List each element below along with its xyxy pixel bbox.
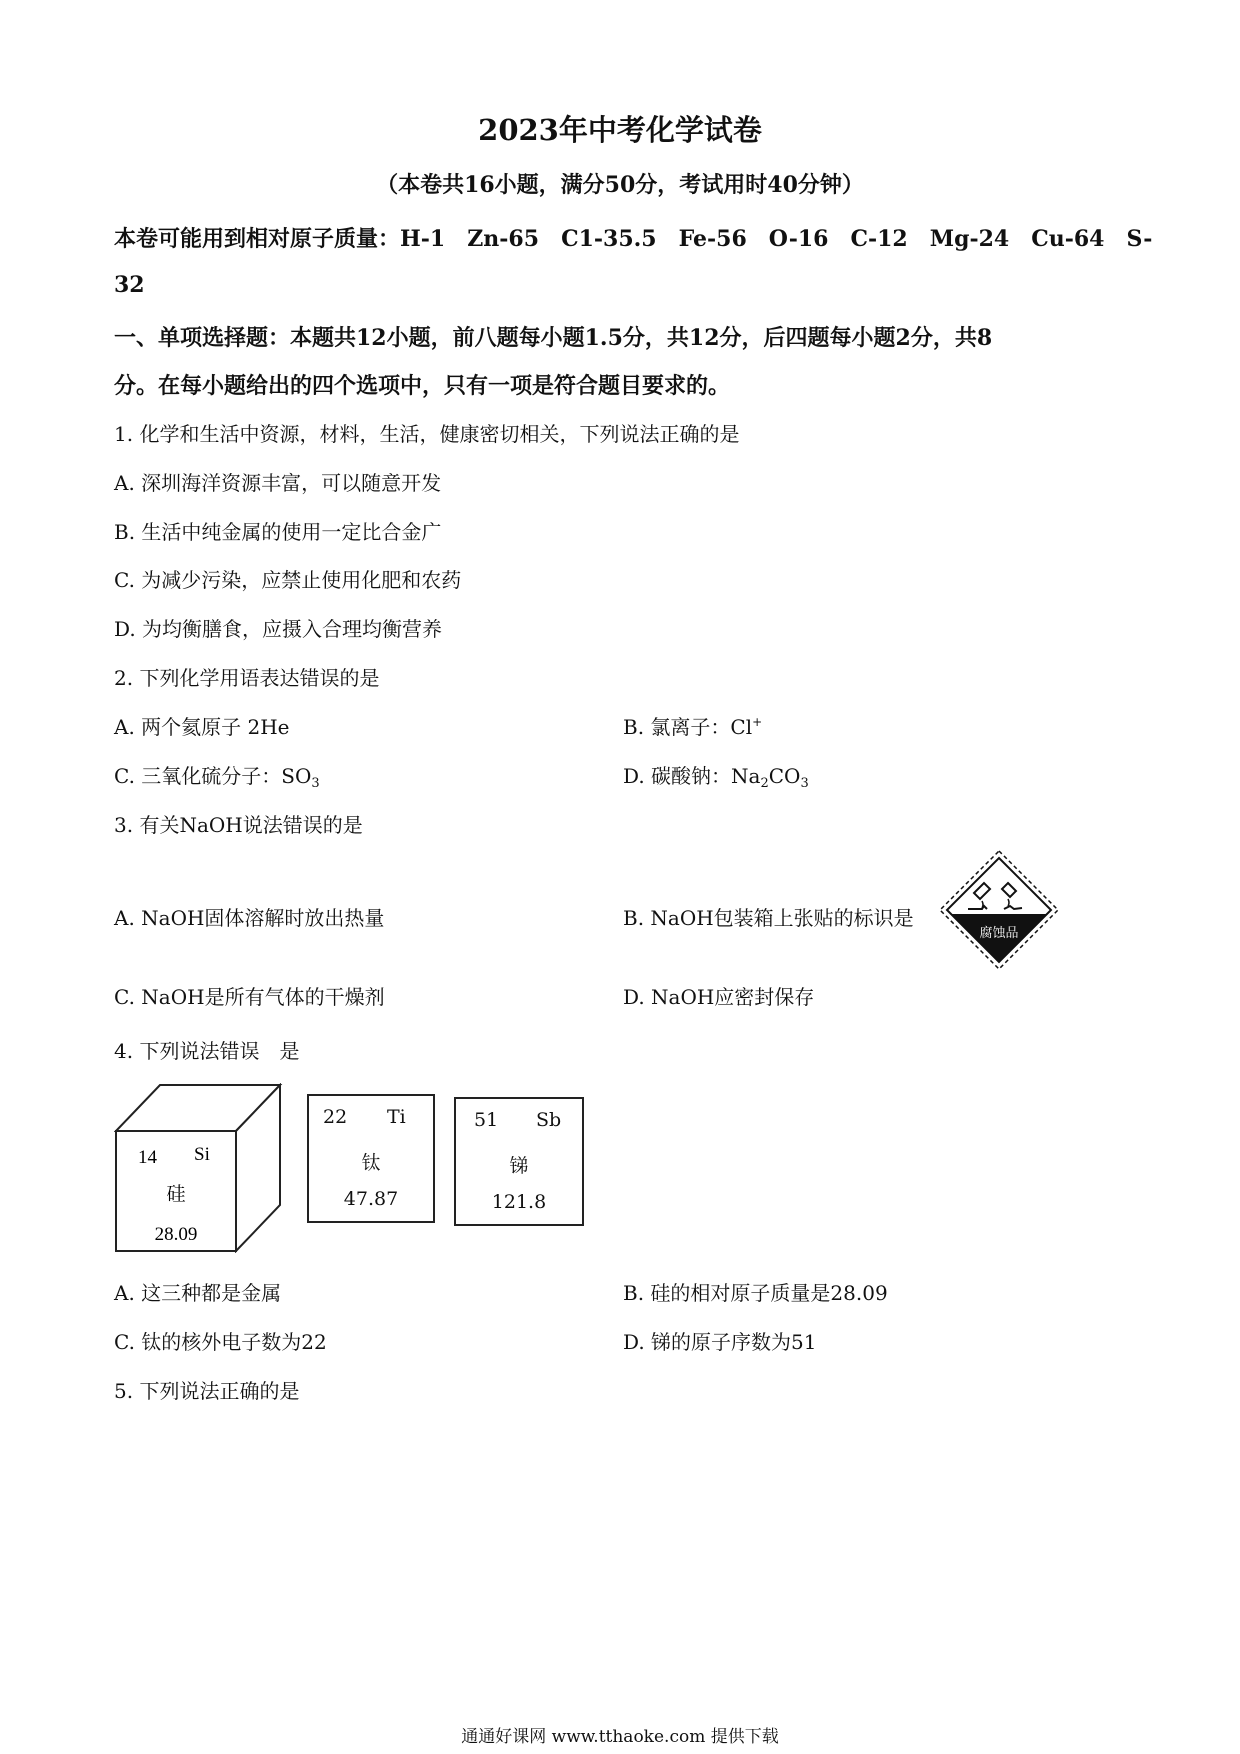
- atomic-mass-item: Mg-24: [929, 226, 1010, 252]
- q5-stem: 5. 下列说法正确的是: [114, 1379, 300, 1403]
- q4-option-a: A. 这三种都是金属: [114, 1281, 282, 1305]
- page-footer: 通通好课网 www.tthaoke.com 提供下载: [461, 1727, 779, 1747]
- ti-number: 22: [323, 1106, 348, 1128]
- q4-option-c: C. 钛的核外电子数为22: [114, 1330, 327, 1354]
- silicon-cube-card: [114, 1083, 284, 1253]
- q2-option-d-subscript1: 2: [760, 776, 769, 791]
- atomic-mass-item: Zn-65: [467, 226, 540, 252]
- atomic-mass-label: 本卷可能用到相对原子质量：: [114, 226, 401, 252]
- atomic-mass-item: S-: [1126, 226, 1153, 252]
- q2-stem: 2. 下列化学用语表达错误的是: [114, 666, 380, 690]
- titanium-card: [307, 1094, 435, 1223]
- q1-option-c: C. 为减少污染，应禁止使用化肥和农药: [114, 568, 462, 592]
- antimony-card: [454, 1097, 584, 1226]
- q2-option-d: [623, 760, 809, 791]
- section-heading-line2: 分。在每小题给出的四个选项中，只有一项是符合题目要求的。: [114, 373, 731, 399]
- atomic-mass-item: Fe-56: [678, 226, 747, 252]
- atomic-mass-item: C1-35.5: [561, 226, 657, 252]
- atomic-mass-item: O-16: [768, 226, 829, 252]
- q1-stem: 1. 化学和生活中资源，材料，生活，健康密切相关，下列说法正确的是: [114, 422, 740, 446]
- atomic-mass-item: Cu-64: [1031, 226, 1105, 252]
- si-symbol: Si: [194, 1144, 210, 1165]
- si-number: 14: [138, 1147, 157, 1168]
- q2-option-b-charge: +: [752, 715, 763, 729]
- q3-option-d: D. NaOH应密封保存: [623, 985, 815, 1009]
- q1-option-b: B. 生活中纯金属的使用一定比合金广: [114, 520, 442, 544]
- q3-option-c: C. NaOH是所有气体的干燥剂: [114, 985, 385, 1009]
- sb-name: 锑: [509, 1155, 529, 1177]
- q1-option-a: A. 深圳海洋资源丰富，可以随意开发: [114, 471, 442, 495]
- section-heading-line1: 一、单项选择题：本题共12小题，前八题每小题1.5分，共12分，后四题每小题2分，共8: [114, 325, 993, 351]
- q4-option-d: D. 锑的原子序数为51: [623, 1330, 817, 1354]
- ti-name: 钛: [361, 1152, 381, 1174]
- q4-stem: 4. 下列说法错误 是: [114, 1039, 300, 1063]
- q2-option-c-text: C. 三氧化硫分子：SO: [114, 764, 312, 788]
- q2-option-b-text: B. 氯离子：Cl: [623, 715, 753, 739]
- q4-option-b: B. 硅的相对原子质量是28.09: [623, 1281, 888, 1305]
- q2-option-d-text: D. 碳酸钠：Na: [623, 764, 761, 788]
- q2-option-c-subscript: 3: [311, 776, 320, 791]
- q1-option-d: D. 为均衡膳食，应摄入合理均衡营养: [114, 617, 443, 641]
- q2-option-d-text2: CO: [768, 764, 801, 788]
- q2-option-c: [114, 760, 320, 791]
- ti-mass: 47.87: [343, 1188, 399, 1210]
- q3-option-a: A. NaOH固体溶解时放出热量: [114, 906, 385, 930]
- q2-option-b: [623, 711, 762, 740]
- q2-option-a: A. 两个氦原子 2He: [114, 715, 290, 739]
- atomic-mass-item: H-1: [400, 226, 446, 252]
- sb-number: 51: [474, 1109, 499, 1131]
- si-name: 硅: [166, 1183, 186, 1205]
- q3-stem: 3. 有关NaOH说法错误的是: [114, 813, 363, 837]
- corrosive-sign-label: 腐蚀品: [979, 926, 1019, 941]
- sb-mass: 121.8: [491, 1191, 547, 1213]
- atomic-mass-item: C-12: [850, 226, 908, 252]
- q3-option-b: B. NaOH包装箱上张贴的标识是: [623, 906, 914, 930]
- sb-symbol: Sb: [536, 1109, 562, 1131]
- q2-option-d-subscript2: 3: [800, 776, 809, 791]
- exam-subtitle: （本卷共16小题，满分50分，考试用时40分钟）: [376, 172, 864, 198]
- corrosive-hazard-sign: [938, 849, 1060, 971]
- exam-title: 2023年中考化学试卷: [478, 113, 762, 147]
- atomic-mass-line: [114, 222, 1153, 253]
- ti-symbol: Ti: [387, 1106, 406, 1128]
- si-mass: 28.09: [154, 1224, 198, 1245]
- atomic-mass-wrap: 32: [114, 272, 145, 298]
